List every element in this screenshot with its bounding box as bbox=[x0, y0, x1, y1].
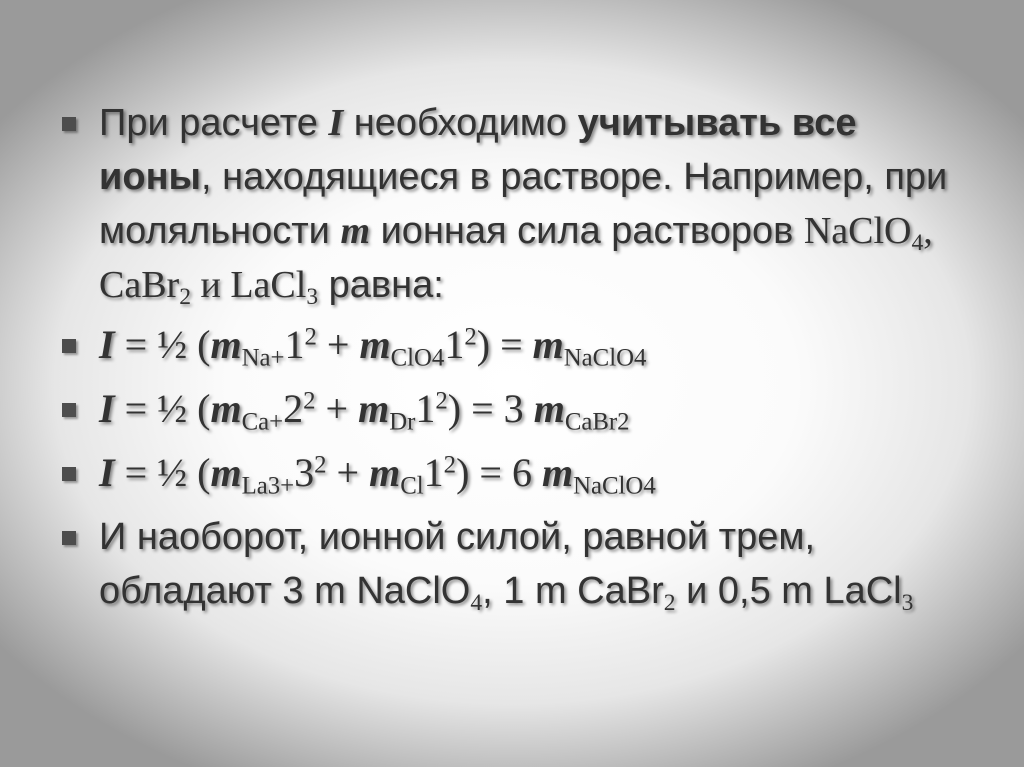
superscript: 2 bbox=[303, 387, 316, 415]
superscript: 2 bbox=[464, 323, 477, 351]
ionic-strength-symbol: I bbox=[99, 450, 115, 495]
subscript: La3+ bbox=[241, 472, 295, 500]
square-bullet-icon bbox=[62, 403, 76, 417]
formula-text: ) = 3 bbox=[447, 386, 534, 431]
formula-text: + bbox=[326, 450, 370, 495]
text-segment: и 0,5 m LaCl bbox=[675, 570, 902, 612]
molality-symbol: m bbox=[358, 386, 390, 431]
subscript: 4 bbox=[911, 230, 924, 257]
ionic-strength-symbol: I bbox=[99, 322, 115, 367]
square-bullet-icon bbox=[62, 467, 76, 481]
formula-text: = ½ ( bbox=[114, 322, 211, 367]
emphasis-text: учитывать все ионы bbox=[99, 102, 857, 198]
chem-formula: , CaBr bbox=[99, 210, 933, 306]
molality-symbol: m bbox=[369, 450, 401, 495]
formula-text: ) = bbox=[476, 322, 533, 367]
formula-text: + bbox=[316, 322, 360, 367]
molality-symbol: m bbox=[210, 386, 242, 431]
bullet-list bbox=[62, 96, 962, 624]
subscript: ClO4 bbox=[390, 344, 445, 372]
charge-number: 1 bbox=[284, 322, 305, 367]
formula-text: = ½ ( bbox=[114, 450, 211, 495]
subscript: 2 bbox=[663, 590, 676, 617]
superscript: 2 bbox=[435, 387, 448, 415]
subscript: 3 bbox=[901, 590, 914, 617]
chem-formula: NaClO bbox=[803, 210, 912, 252]
square-bullet-icon bbox=[62, 117, 76, 131]
square-bullet-icon bbox=[62, 531, 76, 545]
text-segment: И наоборот, ионной силой, равной трем, обладают 3 m NaClO bbox=[99, 516, 816, 612]
text-segment: необходимо bbox=[343, 102, 578, 144]
subscript: NaClO4 bbox=[573, 472, 656, 500]
bullet-item-formula-naclo4 bbox=[62, 318, 962, 372]
subscript: 3 bbox=[306, 284, 319, 311]
text-segment: равна: bbox=[318, 264, 444, 306]
molality-symbol: m bbox=[210, 450, 242, 495]
bullet-item-ionic-strength-intro bbox=[62, 96, 962, 312]
formula-text: ) = 6 bbox=[456, 450, 542, 495]
superscript: 2 bbox=[304, 323, 317, 351]
charge-number: 1 bbox=[415, 386, 436, 431]
superscript: 2 bbox=[443, 451, 457, 479]
formula-text: = ½ ( bbox=[114, 386, 211, 431]
ionic-strength-symbol: I bbox=[99, 386, 115, 431]
charge-number: 1 bbox=[423, 450, 444, 495]
superscript: 2 bbox=[314, 451, 327, 479]
subscript: 4 bbox=[470, 590, 483, 617]
subscript: CaBr2 bbox=[564, 408, 630, 436]
bullet-item-formula-lacl3 bbox=[62, 446, 962, 500]
text-segment: , 1 m CaBr bbox=[482, 570, 664, 612]
bullet-item-conversely bbox=[62, 510, 962, 618]
subscript: NaClO4 bbox=[563, 344, 647, 372]
square-bullet-icon bbox=[62, 339, 76, 353]
molality-symbol: m bbox=[532, 322, 564, 367]
text-segment: При расчете bbox=[99, 102, 329, 144]
charge-number: 3 bbox=[294, 450, 315, 495]
formula-text: + bbox=[315, 386, 359, 431]
molality-symbol: m bbox=[533, 386, 565, 431]
subscript: Na+ bbox=[241, 344, 285, 372]
subscript: Dr bbox=[389, 408, 416, 436]
bullet-item-formula-cabr2 bbox=[62, 382, 962, 436]
text-segment: ионная сила растворов bbox=[370, 210, 804, 252]
ionic-strength-symbol: I bbox=[328, 102, 344, 144]
subscript: 2 bbox=[179, 284, 191, 311]
subscript: Cl bbox=[400, 472, 424, 500]
molality-symbol: m bbox=[210, 322, 242, 367]
text-segment: , находящиеся в растворе. Например, при моляльности bbox=[99, 156, 948, 252]
charge-number: 2 bbox=[283, 386, 304, 431]
molality-symbol: m bbox=[359, 322, 391, 367]
molality-symbol: m bbox=[340, 210, 371, 252]
chem-formula: и LaCl bbox=[191, 264, 307, 306]
molality-symbol: m bbox=[541, 450, 574, 495]
charge-number: 1 bbox=[444, 322, 465, 367]
subscript: Ca+ bbox=[241, 408, 284, 436]
